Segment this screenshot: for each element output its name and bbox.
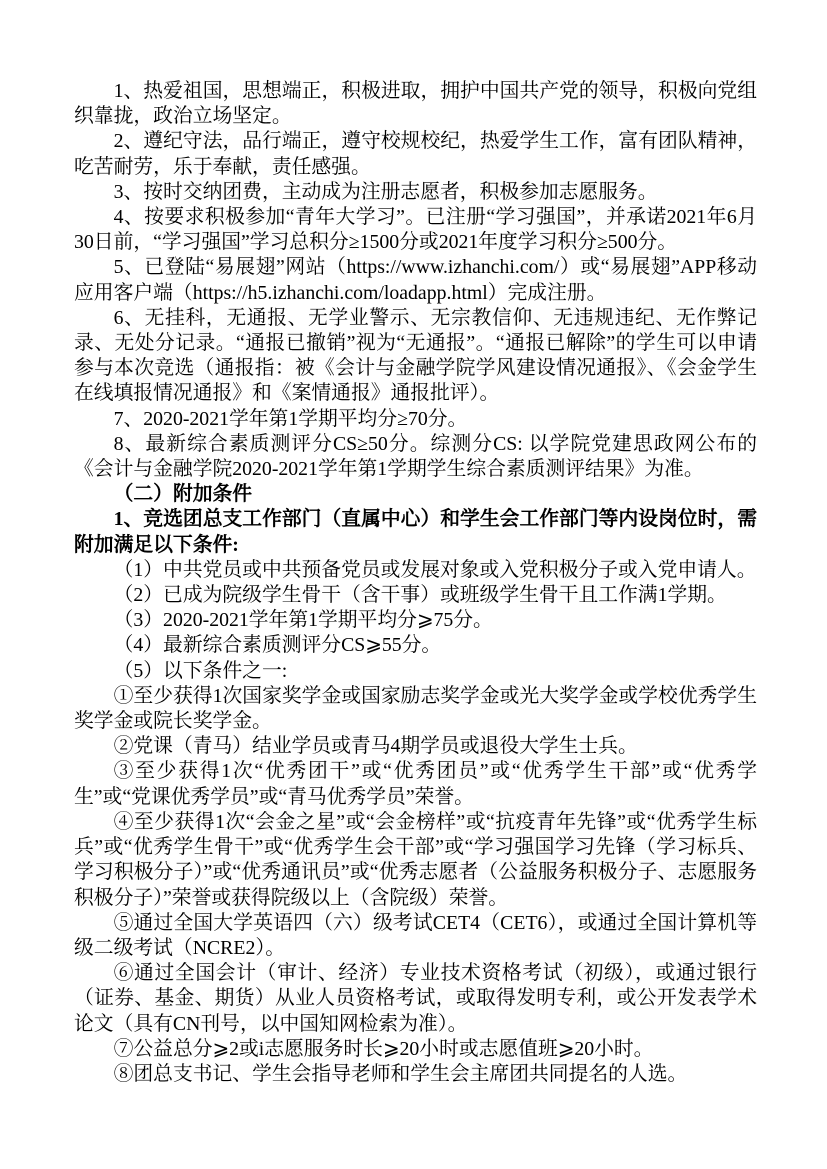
option-1: ①至少获得1次国家奖学金或国家励志奖学金或光大奖学金或学校优秀学生奖学金或院长奖学金。 [74, 684, 757, 733]
basic-condition-6: 6、无挂科，无通报、无学业警示、无宗教信仰、无违规违纪、无作弊记录、无处分记录。“通报已撤销”视为“无通报”。“通报已解除”的学生可以申请参与本次竞选（通报指：被《会计与金融学院学风建设情况通报》、《会金学生在线填报情况通报》和《案情通报》通报批评）。 [74, 306, 757, 405]
option-2: ②党课（青马）结业学员或青马4期学员或退役大学生士兵。 [113, 735, 638, 758]
document-body [74, 79, 757, 1087]
basic-condition-4: 4、按要求积极参加“青年大学习”。已注册“学习强国”，并承诺2021年6月30日前，“学习强国”学习总积分≥1500分或2021年度学习积分≥500分。 [74, 206, 757, 254]
option-5: ⑤通过全国大学英语四（六）级考试CET4（CET6），或通过全国计算机等级二级考试（NCRE2）。 [74, 911, 757, 959]
basic-condition-8: 8、最新综合素质测评分CS≥50分。综测分CS: 以学院党建思政网公布的《会计与金融学院2020-2021学年第1学期学生综合素质测评结果》为准。 [74, 432, 757, 481]
additional-condition-5: （5）以下条件之一: [113, 659, 288, 682]
option-3: ③至少获得1次“优秀团干”或“优秀团员”或“优秀学生干部”或“优秀学生”或“党课优秀学员”或“青马优秀学员”荣誉。 [74, 760, 757, 808]
basic-condition-2: 2、遵纪守法，品行端正，遵守校规校纪，热爱学生工作，富有团队精神，吃苦耐劳，乐于奉献，责任感强。 [74, 130, 757, 178]
basic-condition-3: 3、按时交纳团费，主动成为注册志愿者，积极参加志愿服务。 [113, 180, 658, 203]
additional-condition-4: （4）最新综合素质测评分CS⩾55分。 [113, 634, 442, 657]
additional-condition-1: （1）中共党员或中共预备党员或发展对象或入党积极分子或入党申请人。 [113, 558, 757, 581]
section-heading-additional-conditions: （二）附加条件 [113, 483, 253, 506]
basic-condition-1: 1、热爱祖国，思想端正，积极进取，拥护中国共产党的领导，积极向党组织靠拢，政治立场坚定。 [74, 80, 757, 128]
option-7: ⑦公益总分⩾2或i志愿服务时长⩾20小时或志愿值班⩾20小时。 [113, 1037, 654, 1060]
option-8: ⑧团总支书记、学生会指导老师和学生会主席团共同提名的人选。 [113, 1062, 688, 1085]
additional-condition-2: （2）已成为院级学生骨干（含干事）或班级学生骨干且工作满1学期。 [113, 584, 727, 607]
additional-condition-3: （3）2020-2021学年第1学期平均分⩾75分。 [113, 609, 493, 632]
basic-condition-7: 7、2020-2021学年第1学期平均分≥70分。 [113, 407, 468, 430]
option-6: ⑥通过全国会计（审计、经济）专业技术资格考试（初级），或通过银行（证券、基金、期货）从业人员资格考试，或取得发明专利，或公开发表学术论文（具有CN刊号，以中国知网检索为准）。 [74, 962, 757, 1035]
additional-condition-intro: 1、竞选团总支工作部门（直属中心）和学生会工作部门等内设岗位时，需附加满足以下条件: [74, 508, 757, 556]
option-4: ④至少获得1次“会金之星”或“会金榜样”或“抗疫青年先锋”或“优秀学生标兵”或“优秀学生骨干”或“优秀学生会干部”或“学习强国学习先锋（学习标兵、学习积极分子）”或“优秀通讯员”或“优秀志愿者（公益服务积极分子、志愿服务积极分子）”荣誉或获得院级以上（含院级）荣誉。 [74, 810, 757, 909]
basic-condition-5: 5、已登陆“易展翅”网站（https://www.izhanchi.com/）或“易展翅”APP移动应用客户端（https://h5.izhanchi.com/loadapp.html）完成注册。 [74, 256, 757, 304]
